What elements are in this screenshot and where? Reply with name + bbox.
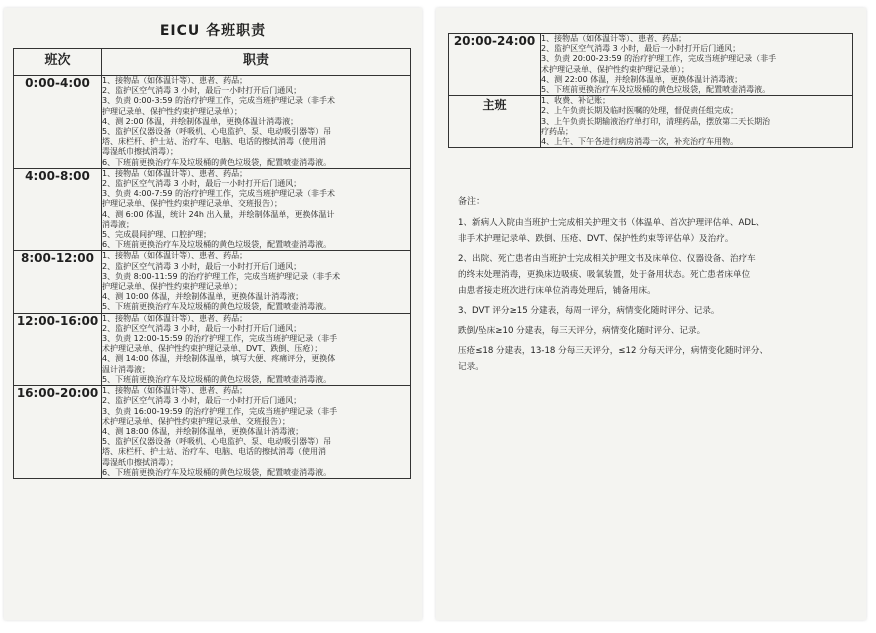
shift-time-cell: 12:00-16:00 (14, 313, 102, 385)
duty-table-body (449, 34, 853, 148)
duty-item: 术护理记录单、保护性约束护理记录单）； (541, 64, 689, 74)
duty-item: 3、负责 16:00-19:59 的治疗护理工作，完成当班护理记录（非手 (102, 406, 338, 416)
duty-item: 3、负责 12:00-15:59 的治疗护理工作，完成当班护理记录（非手 (102, 334, 338, 344)
duty-column-header: 职责 (102, 49, 411, 76)
left-document-page (4, 8, 422, 620)
remark-line: 压疮≤18 分建表，13-18 分每三天评分，≤12 分每天评分，病情变化随时评分、 (458, 346, 769, 356)
duty-item: 2、监护区空气消毒 3 小时，最后一小时打开后门通风； (541, 44, 741, 54)
duty-item: 塔、床栏杆、护士站、治疗车、电脑、电话的擦拭消毒（使用消 (102, 137, 326, 147)
duty-item: 3、上午负责长期输液治疗单打印，清理药品，摆放第二天长期治 (541, 116, 771, 126)
duty-item: 塔、床栏杆、护士站、治疗车、电脑、电话的擦拭消毒（使用消 (102, 447, 326, 457)
duty-item: 2、监护区空气消毒 3 小时，最后一小时打开后门通风； (102, 86, 302, 96)
duty-item: 5、监护区仪器设备（呼吸机、心电监护、泵、电动吸引器等）吊 (102, 437, 332, 447)
remark-line: 1、新病人入院由当班护士完成相关护理文书（体温单、首次护理评估单、ADL、 (458, 218, 765, 228)
duty-list-cell (102, 76, 411, 169)
duty-item: 4、测 18:00 体温，并绘制体温单，更换体温计消毒液； (102, 426, 304, 436)
duty-item: 2、监护区空气消毒 3 小时，最后一小时打开后门通风； (102, 179, 302, 189)
table-row (449, 34, 853, 96)
duty-item: 4、上午、下午各进行病房消毒一次，补充治疗车用物。 (541, 137, 739, 147)
duty-table-continued (448, 33, 853, 148)
duty-item: 3、负责 0:00-3:59 的治疗护理工作，完成当班护理记录（非手术 (102, 96, 335, 106)
table-header-row (14, 49, 411, 76)
shift-time-cell: 20:00-24:00 (449, 34, 541, 96)
duty-item: 消毒液； (102, 219, 134, 229)
duty-item: 4、测 22:00 体温，并绘制体温单，更换体温计消毒液； (541, 74, 743, 84)
remark-line: 的终末处理消毒，更换床边吸痰、吸氧装置，处于备用状态。死亡患者床单位 (458, 270, 751, 280)
shift-time-cell: 0:00-4:00 (14, 76, 102, 169)
duty-item: 6、下班前更换治疗车及垃圾桶的黄色垃圾袋，配置喷壶消毒液。 (102, 157, 332, 167)
duty-list-cell (102, 386, 411, 479)
duty-item: 术护理记录单、保护性约束护理记录单、交班报告）； (102, 416, 290, 426)
duty-item: 毒湿纸巾擦拭消毒）； (102, 457, 178, 467)
remark-line: 3、DVT 评分≥15 分建表，每周一评分，病情变化随时评分、记录。 (458, 306, 720, 316)
remarks-title: 备注： (458, 197, 486, 207)
duty-item: 1、接物品（如体温计等）、患者、药品； (102, 251, 248, 261)
duty-list-cell (541, 34, 853, 96)
duty-item: 1、接物品（如体温计等）、患者、药品； (102, 313, 248, 323)
duty-item: 护理记录单、保护性约束护理记录单、交班报告）； (102, 199, 282, 209)
duty-item: 4、测 2:00 体温，并绘制体温单，更换体温计消毒液； (102, 116, 299, 126)
remark-line: 2、出院、死亡患者由当班护士完成相关护理文书及床单位、仪器设备、治疗车 (458, 254, 756, 264)
right-document-page (436, 8, 866, 620)
duty-item: 1、接物品（如体温计等）、患者、药品； (541, 34, 687, 43)
shift-time-cell: 主班 (449, 96, 541, 148)
duty-table-body (14, 76, 411, 479)
remark-line: 跌倒/坠床≥10 分建表，每三天评分，病情变化随时评分、记录。 (458, 326, 706, 336)
duty-item: 5、下班前更换治疗车及垃圾桶的黄色垃圾袋，配置喷壶消毒液。 (102, 374, 332, 384)
duty-item: 5、下班前更换治疗车及垃圾桶的黄色垃圾袋，配置喷壶消毒液。 (102, 302, 332, 312)
duty-list-cell (102, 168, 411, 251)
duty-item: 5、下班前更换治疗车及垃圾桶的黄色垃圾袋，配置喷壶消毒液。 (541, 85, 771, 95)
shift-column-header: 班次 (14, 49, 102, 76)
duty-item: 1、接物品（如体温计等）、患者、药品； (102, 168, 248, 178)
duty-item: 1、接物品（如体温计等）、患者、药品； (102, 386, 248, 396)
remarks-section (458, 194, 853, 381)
shift-time-cell: 4:00-8:00 (14, 168, 102, 251)
duty-item: 毒湿纸巾擦拭消毒）； (102, 147, 178, 157)
duty-item: 3、负责 4:00-7:59 的治疗护理工作，完成当班护理记录（非手术 (102, 189, 335, 199)
duty-item: 4、测 6:00 体温，统计 24h 出入量，并绘制体温单，更换体温计 (102, 209, 335, 219)
table-row (14, 168, 411, 251)
duty-item: 1、收费、补记账； (541, 96, 611, 106)
duty-item: 2、监护区空气消毒 3 小时，最后一小时打开后门通风； (102, 261, 302, 271)
duty-item: 4、测 10:00 体温，并绘制体温单，更换体温计消毒液； (102, 292, 304, 302)
duty-item: 温计消毒液； (102, 364, 150, 374)
duty-item: 2、监护区空气消毒 3 小时，最后一小时打开后门通风； (102, 323, 302, 333)
table-row (449, 96, 853, 148)
duty-item: 2、上午负责长期及临时医嘱的处理，督促责任组完成； (541, 106, 739, 116)
duty-item: 护理记录单、保护性约束护理记录单）； (102, 282, 242, 292)
duty-item: 3、负责 8:00-11:59 的治疗护理工作，完成当班护理记录（非手术 (102, 271, 341, 281)
duty-item: 5、监护区仪器设备（呼吸机、心电监护、泵、电动吸引器等）吊 (102, 127, 332, 137)
duty-item: 3、负责 20:00-23:59 的治疗护理工作，完成当班护理记录（非手 (541, 54, 777, 64)
remark-line: 记录。 (458, 362, 484, 372)
shift-time-cell: 16:00-20:00 (14, 386, 102, 479)
table-row (14, 386, 411, 479)
table-row (14, 251, 411, 313)
duty-list-cell (541, 96, 853, 148)
document-title: EICU 各班职责 (159, 23, 267, 39)
duty-item: 疗药品； (541, 126, 573, 136)
duty-item: 护理记录单、保护性约束护理记录单）； (102, 106, 242, 116)
duty-item: 2、监护区空气消毒 3 小时，最后一小时打开后门通风； (102, 396, 302, 406)
table-row (14, 76, 411, 169)
shift-time-cell: 8:00-12:00 (14, 251, 102, 313)
duty-list-cell (102, 251, 411, 313)
remark-line: 非手术护理记录单、跌倒、压疮、DVT、保护性约束等评估单）及治疗。 (458, 234, 734, 244)
duty-item: 6、下班前更换治疗车及垃圾桶的黄色垃圾袋，配置喷壶消毒液。 (102, 467, 332, 477)
duty-item: 1、接物品（如体温计等）、患者、药品； (102, 76, 248, 85)
duty-list-cell (102, 313, 411, 385)
duty-item: 5、完成晨间护理、口腔护理； (102, 230, 212, 240)
duty-table (13, 48, 411, 479)
table-row (14, 313, 411, 385)
remark-line: 由患者接走班次进行床单位消毒处理后，铺备用床。 (458, 286, 656, 296)
duty-item: 术护理记录单、保护性约束护理记录单、DVT、跌倒、压疮）； (102, 344, 323, 354)
duty-item: 6、下班前更换治疗车及垃圾桶的黄色垃圾袋，配置喷壶消毒液。 (102, 240, 332, 250)
duty-item: 4、测 14:00 体温，并绘制体温单，填写大便、疼痛评分，更换体 (102, 354, 336, 364)
